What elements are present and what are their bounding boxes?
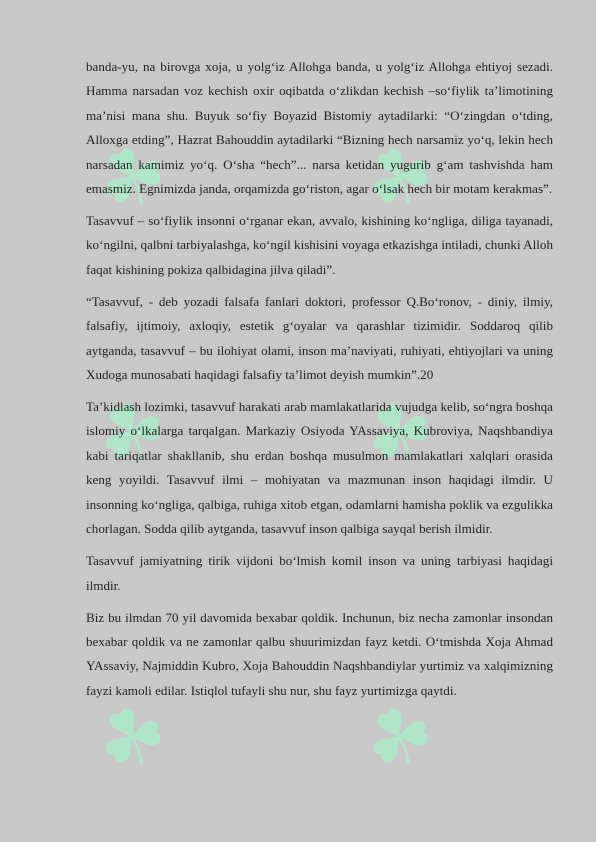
paragraph: Tasavvuf – so‘fiylik insonni o‘rganar ekan, avvalo, kishining ko‘ngliga, diliga tayanadi, ko‘ngilni, qalbni tarbiyalashga, ko‘ngil kishisini voyaga etkazishga intiladi, chunki Alloh faqat kishining pokiza qalbidagina jilva qiladi”.	[86, 213, 553, 277]
watermark-logo-icon: ☘	[348, 123, 452, 234]
paragraph: Biz bu ilmdan 70 yil davomida bexabar qoldik. Inchunun, biz necha zamonlar insondan bexabar qoldik va ne zamonlar qalbu shuurimizdan fayz ketdi. O‘tmishda Xoja Ahmad YAssaviy, Najmiddin Kubro, Xoja Bahouddin Naqshbandiylar yurtimiz va xalqimizning fayzi kamoli edilar. Istiqlol tufayli shu nur, shu fayz yurtimizga qaytdi.	[86, 609, 553, 698]
paragraph: banda-yu, na birovga xoja, u yolg‘iz Allohga banda, u yolg‘iz Allohga ehtiyoj sezadi. Hamma narsadan voz kechish oxir oqibatda o‘zlikdan kechish –so‘fiylik ta’limotining ma’nisi mana shu. Buyuk so‘fiy Boyazid Bistomiy aytadilarki: “O‘zingdan o‘tding, Alloxga etding”, Hazrat Bahouddin aytadilarki “Bizning hech narsamiz yo‘q, lekin hech narsadan kamimiz yo‘q. O‘sha “hech”... narsa ketidan yugurib g‘am tashvishda ham emasmiz. Egnimizda janda, orqamizda go‘riston, agar o‘lsak hech bir motam kerakmas”.	[86, 59, 553, 197]
watermark-logo-icon: ☘	[81, 378, 185, 489]
paragraph: Ta’kidlash lozimki, tasavvuf harakati arab mamlakatlarida vujudga kelib, so‘ngra boshqa islomiy o‘lkalarga tarqalgan. Markaziy Osiyoda YAssaviya, Kubroviya, Naqshbandiya kabi tariqatlar shakllanib, shu erdan boshqa musulmon mamlakatlari xalqlari orasida keng yoyildi. Tasavvuf ilmi – mohiyatan va mazmunan inson haqidagi ilmdir. U insonning ko‘ngliga, qalbiga, ruhiga xitob etgan, odamlarni hamisha poklik va ezgulikka chorlagan. Sodda qilib aytganda, tasavvuf inson qalbiga sayqal berish ilmidir.	[86, 399, 553, 537]
watermark-logo-icon: ☘	[348, 378, 452, 489]
paragraph: Tasavvuf jamiyatning tirik vijdoni bo‘lmish komil inson va uning tarbiyasi haqidagi ilmdir.	[86, 553, 553, 593]
watermark-logo-icon: ☘	[348, 683, 452, 794]
paragraph: “Tasavvuf, - deb yozadi falsafa fanlari doktori, professor Q.Bo‘ronov, - diniy, ilmiy, falsafiy, ijtimoiy, axloqiy, estetik g‘oyalar va qarashlar tizimidir. Soddaroq qilib aytganda, tasavvuf – bu ilohiyat olami, inson ma’naviyati, ruhiyati, ehtiyojlari va uning Xudoga munosabati haqidagi falsafiy ta’limot deyish mumkin”.20	[86, 293, 553, 383]
watermark-logo-icon: ☘	[81, 123, 185, 234]
document-body	[81, 55, 553, 711]
watermark-logo-icon: ☘	[81, 683, 185, 794]
